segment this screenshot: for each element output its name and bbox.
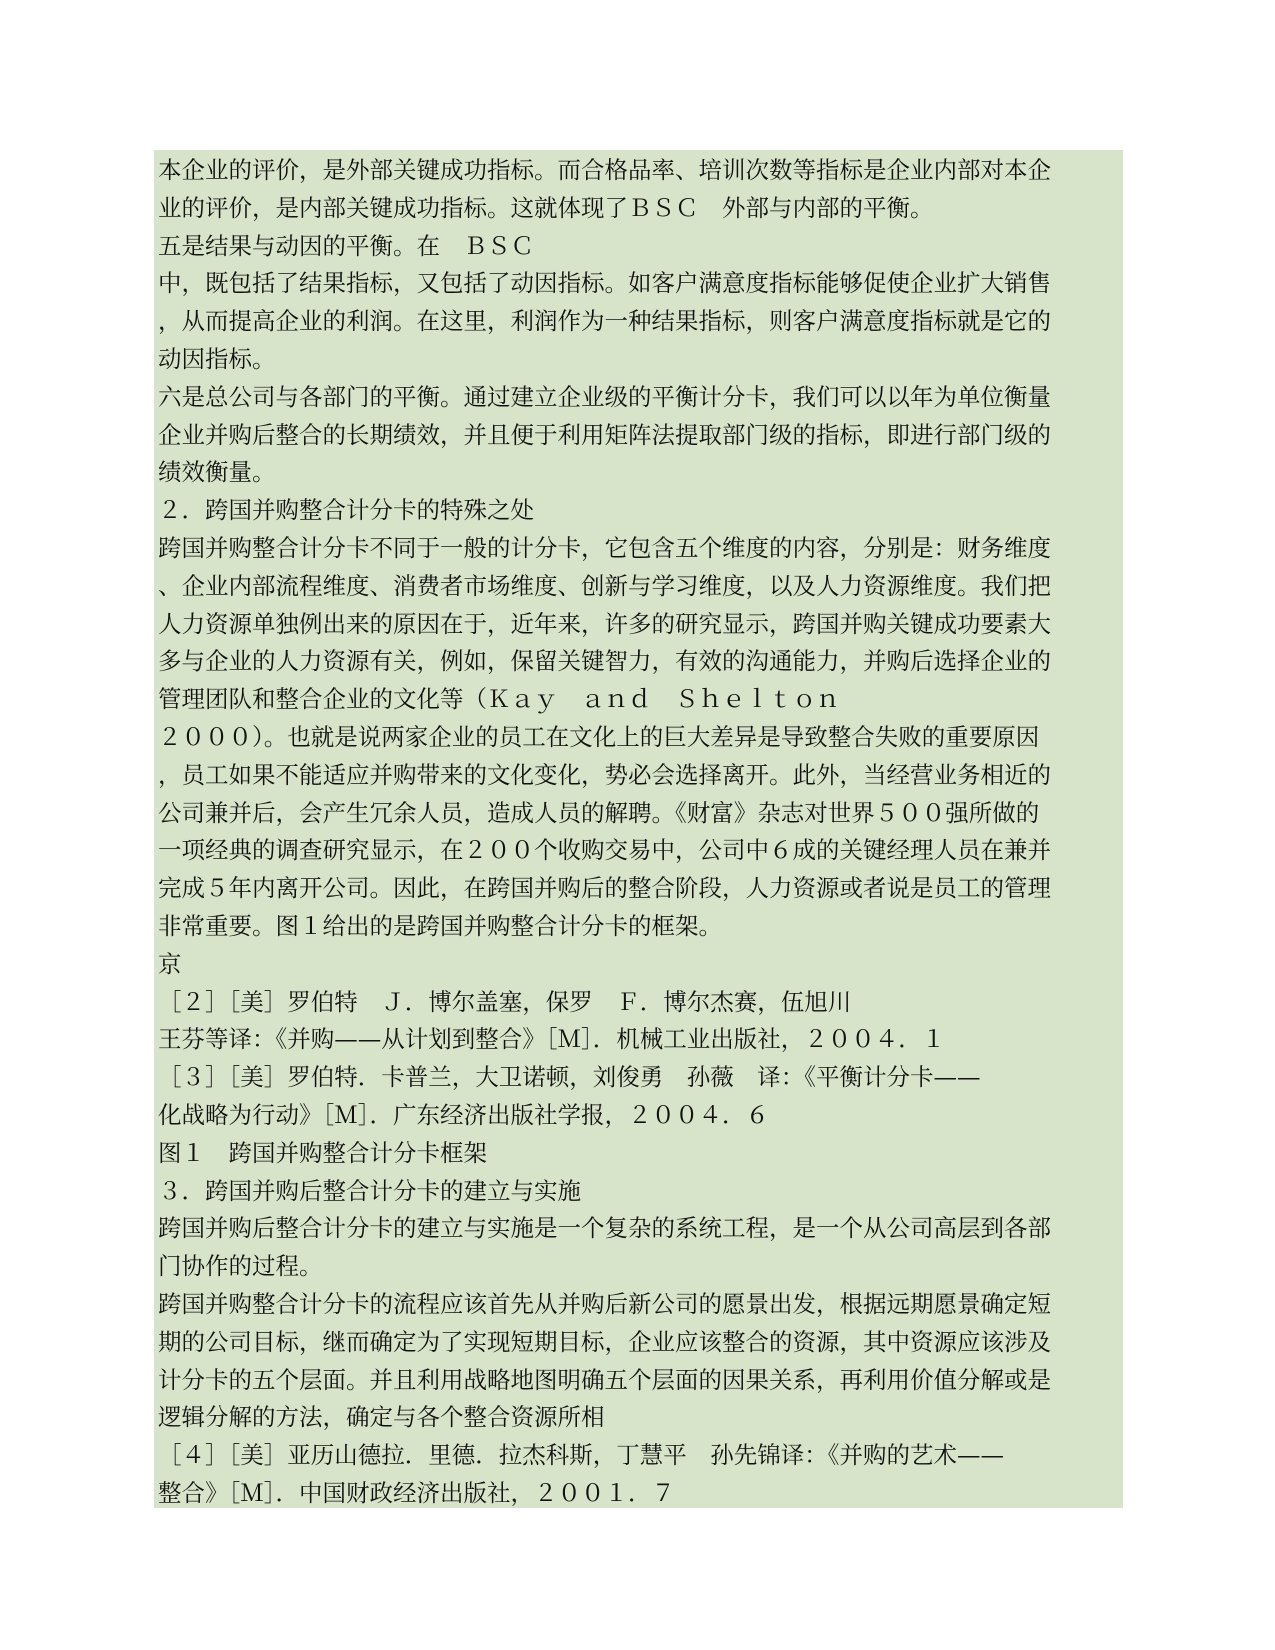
text-line: 京 <box>158 949 182 978</box>
text-line: 计分卡的五个层面。并且利用战略地图明确五个层面的因果关系，再利用价值分解或是 <box>158 1365 1051 1394</box>
text-line: 多与企业的人力资源有关，例如，保留关键智力，有效的沟通能力，并购后选择企业的 <box>158 647 1051 676</box>
text-line: 企业并购后整合的长期绩效，并且便于利用矩阵法提取部门级的指标，即进行部门级的 <box>158 420 1051 449</box>
text-line: 业的评价，是内部关键成功指标。这就体现了ＢＳＣ 外部与内部的平衡。 <box>158 193 934 222</box>
figure-caption: 图１ 跨国并购整合计分卡框架 <box>158 1138 487 1167</box>
section-heading: ２．跨国并购整合计分卡的特殊之处 <box>158 496 534 525</box>
text-line: ２０００）。也就是说两家企业的员工在文化上的巨大差异是导致整合失败的重要原因 <box>158 722 1040 751</box>
text-line: 绩效衡量。 <box>158 458 276 487</box>
reference-line: ［２］［美］罗伯特 Ｊ．博尔盖塞，保罗 Ｆ．博尔杰赛，伍旭川 <box>158 987 852 1016</box>
text-line: 、企业内部流程维度、消费者市场维度、创新与学习维度，以及人力资源维度。我们把 <box>158 571 1051 600</box>
document-text-block <box>154 150 1123 1508</box>
text-line: 门协作的过程。 <box>158 1252 323 1281</box>
text-line: 非常重要。图１给出的是跨国并购整合计分卡的框架。 <box>158 911 722 940</box>
text-line: 管理团队和整合企业的文化等（Ｋａｙ ａｎｄ Ｓｈｅｌｔｏｎ <box>158 685 840 714</box>
text-line: 期的公司目标，继而确定为了实现短期目标，企业应该整合的资源，其中资源应该涉及 <box>158 1327 1051 1356</box>
text-line: ，员工如果不能适应并购带来的文化变化，势必会选择离开。此外，当经营业务相近的 <box>158 760 1051 789</box>
text-line: 六是总公司与各部门的平衡。通过建立企业级的平衡计分卡，我们可以以年为单位衡量 <box>158 382 1051 411</box>
text-line: 跨国并购整合计分卡不同于一般的计分卡，它包含五个维度的内容，分别是：财务维度 <box>158 533 1051 562</box>
text-line: 完成５年内离开公司。因此，在跨国并购后的整合阶段，人力资源或者说是员工的管理 <box>158 874 1051 903</box>
text-line: 动因指标。 <box>158 344 276 373</box>
section-heading: ３．跨国并购后整合计分卡的建立与实施 <box>158 1176 581 1205</box>
text-line: 跨国并购后整合计分卡的建立与实施是一个复杂的系统工程，是一个从公司高层到各部 <box>158 1214 1051 1243</box>
text-line: 跨国并购整合计分卡的流程应该首先从并购后新公司的愿景出发，根据远期愿景确定短 <box>158 1289 1051 1318</box>
text-line: 人力资源单独例出来的原因在于，近年来，许多的研究显示，跨国并购关键成功要素大 <box>158 609 1051 638</box>
reference-line: 化战略为行动》［Ｍ］．广东经济出版社学报，２００４．６ <box>158 1100 769 1129</box>
reference-line: 整合》［Ｍ］．中国财政经济出版社，２００１．７ <box>158 1478 675 1507</box>
reference-line: ［４］［美］亚历山德拉．里德．拉杰科斯，丁慧平 孙先锦译：《并购的艺术—— <box>158 1441 1004 1470</box>
text-line: 中，既包括了结果指标，又包括了动因指标。如客户满意度指标能够促使企业扩大销售 <box>158 269 1051 298</box>
reference-line: ［３］［美］罗伯特．卡普兰，大卫诺顿，刘俊勇 孙薇 译：《平衡计分卡—— <box>158 1063 981 1092</box>
text-line: 逻辑分解的方法，确定与各个整合资源所相 <box>158 1403 605 1432</box>
text-line: 五是结果与动因的平衡。在 ＢＳＣ <box>158 231 534 260</box>
text-line: ，从而提高企业的利润。在这里，利润作为一种结果指标，则客户满意度指标就是它的 <box>158 307 1051 336</box>
text-line: 公司兼并后，会产生冗余人员，造成人员的解聘。《财富》杂志对世界５００强所做的 <box>158 798 1040 827</box>
reference-line: 王芬等译：《并购——从计划到整合》［Ｍ］．机械工业出版社，２００４．１ <box>158 1025 946 1054</box>
text-line: 一项经典的调查研究显示，在２００个收购交易中，公司中６成的关键经理人员在兼并 <box>158 836 1051 865</box>
text-line: 本企业的评价，是外部关键成功指标。而合格品率、培训次数等指标是企业内部对本企 <box>158 156 1051 184</box>
